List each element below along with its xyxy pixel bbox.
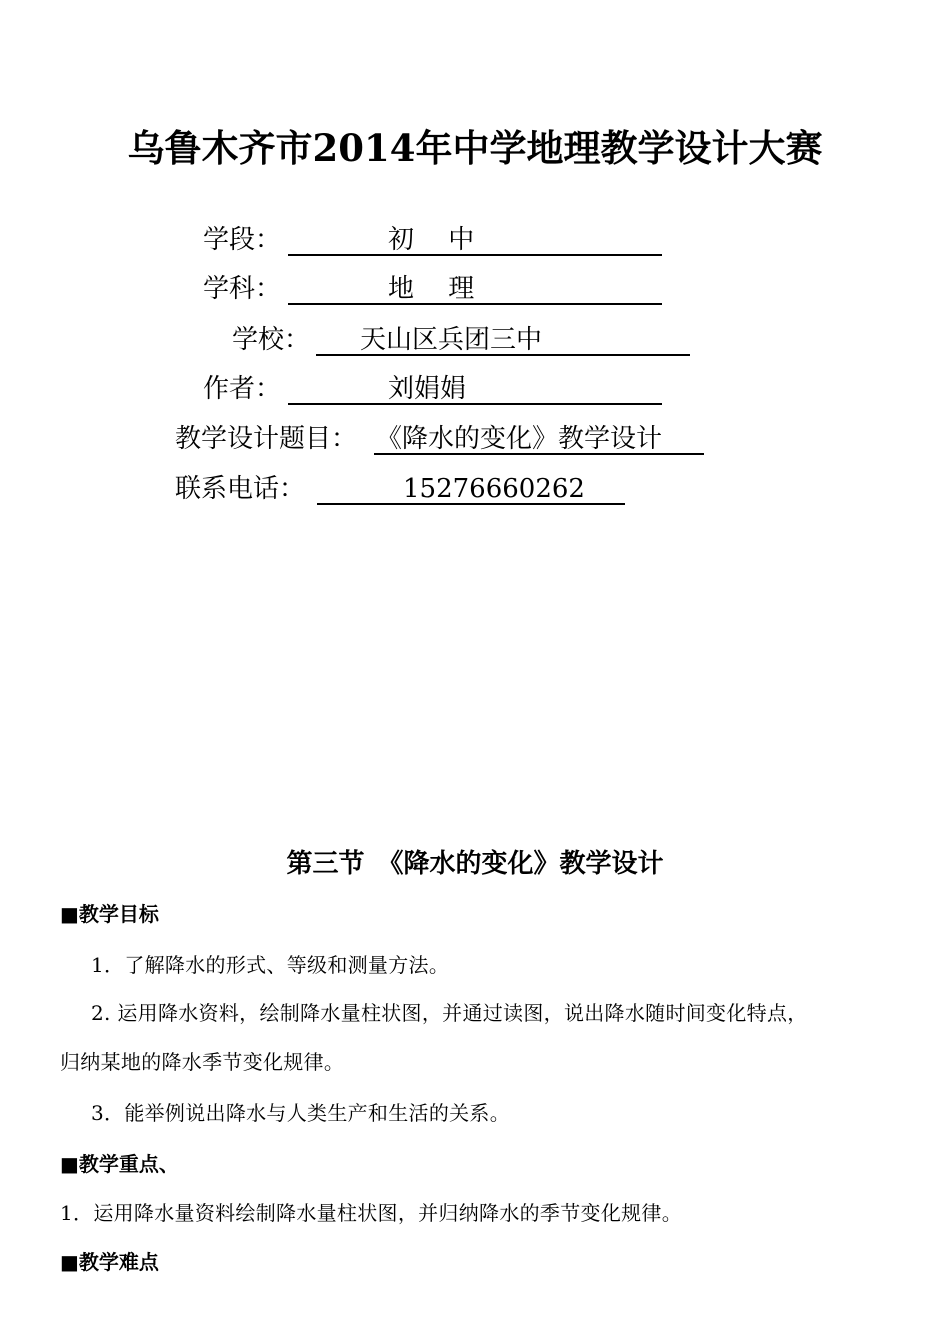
- stage-label: 学段：: [203, 225, 282, 255]
- topic-value: 《降水的变化》教学设计: [374, 421, 704, 455]
- objective-item-2-line-2: 归纳某地的降水季节变化规律。: [60, 1050, 345, 1074]
- topic-label: 教学设计题目：: [175, 424, 358, 454]
- objective-item-2-line-1: 2. 运用降水资料，绘制降水量柱状图，并通过读图，说出降水随时间变化特点，: [91, 1001, 808, 1025]
- stage-value: 初 中: [288, 222, 662, 256]
- author-label: 作者：: [203, 374, 282, 404]
- subject-value: 地 理: [288, 271, 662, 305]
- objectives-heading: ■教学目标: [60, 902, 159, 926]
- info-row-topic: [175, 421, 663, 457]
- school-label: 学校：: [232, 325, 311, 355]
- info-row-author: [203, 371, 467, 407]
- info-row-subject: [203, 271, 475, 307]
- phone-value: 15276660262: [317, 471, 625, 505]
- school-value: 天山区兵团三中: [316, 322, 690, 356]
- objective-item-1: 1．了解降水的形式、等级和测量方法。: [91, 953, 450, 977]
- info-row-school: [232, 322, 543, 358]
- phone-label: 联系电话：: [175, 474, 306, 504]
- info-row-stage: [203, 222, 475, 258]
- info-row-phone: [175, 471, 585, 507]
- document-title: 乌鲁木齐市2014年中学地理教学设计大赛: [127, 126, 823, 170]
- author-value: 刘娟娟: [288, 371, 662, 405]
- section-title: 第三节 《降水的变化》教学设计: [286, 849, 664, 879]
- subject-label: 学科：: [203, 274, 282, 304]
- key-point-item-1: 1．运用降水量资料绘制降水量柱状图，并归纳降水的季节变化规律。: [60, 1201, 683, 1225]
- difficulties-heading: ■教学难点: [60, 1250, 159, 1274]
- objective-item-3: 3．能举例说出降水与人类生产和生活的关系。: [91, 1101, 511, 1125]
- key-points-heading: ■教学重点、: [60, 1152, 179, 1176]
